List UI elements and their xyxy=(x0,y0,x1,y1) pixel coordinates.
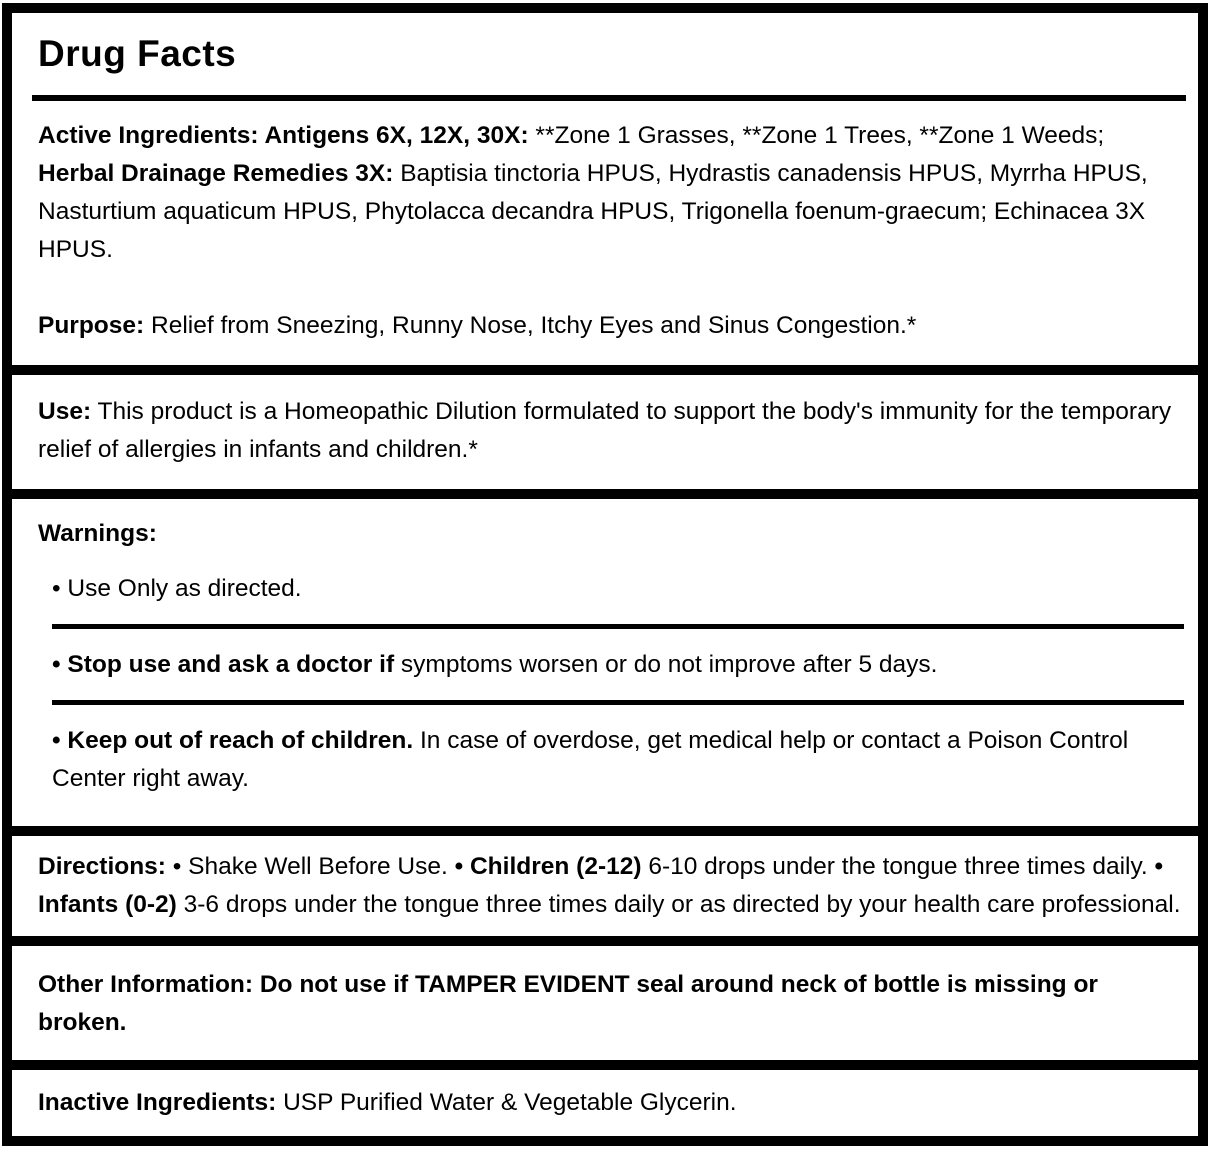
directions-children-label: • Children (2-12) xyxy=(454,853,642,880)
directions-label: Directions: xyxy=(38,853,166,880)
drug-facts-panel xyxy=(2,3,1208,1146)
title-divider xyxy=(32,95,1186,101)
directions-infants-label: • Infants (0-2) xyxy=(38,853,1164,918)
section-inactive-ingredients xyxy=(2,1060,1208,1146)
warning-use-only-text: • Use Only as directed. xyxy=(52,575,302,602)
other-information-text: Other Information: Do not use if TAMPER EVIDENT seal around neck of bottle is missing or broken. xyxy=(38,971,1098,1036)
directions-infants-text: 3-6 drops under the tongue three times daily or as directed by your health care professional. xyxy=(176,891,1181,918)
section-warnings xyxy=(2,489,1208,836)
purpose-text: Relief from Sneezing, Runny Nose, Itchy Eyes and Sinus Congestion.* xyxy=(144,312,917,339)
section-use xyxy=(2,365,1208,499)
other-information-paragraph xyxy=(30,966,1188,1042)
warnings-divider xyxy=(52,700,1184,705)
use-text: This product is a Homeopathic Dilution formulated to support the body's immunity for the temporary relief of allergies in infants and children.* xyxy=(38,398,1172,463)
page-title: Drug Facts xyxy=(38,33,237,74)
warning-keep-out-label: • Keep out of reach of children. xyxy=(52,727,414,754)
herbal-remedies-list: Baptisia tinctoria HPUS, Hydrastis canadensis HPUS, Myrrha HPUS, Nasturtium aquaticum HPUS, Phytolacca decandra HPUS, Trigonella foenum-graecum; Echinacea 3X HPUS. xyxy=(38,160,1148,263)
warning-stop-use-label: • Stop use and ask a doctor if xyxy=(52,651,395,678)
inactive-ingredients-label: Inactive Ingredients: xyxy=(38,1089,277,1116)
section-other-information xyxy=(2,936,1208,1070)
purpose-paragraph xyxy=(30,307,1188,345)
warning-keep-out-text: In case of overdose, get medical help or contact a Poison Control Center right away. xyxy=(52,727,1129,792)
purpose-label: Purpose: xyxy=(38,312,145,339)
directions-children-text: 6-10 drops under the tongue three times daily. xyxy=(641,853,1155,880)
active-ingredients-antigens: **Zone 1 Grasses, **Zone 1 Trees, **Zone 1 Weeds; xyxy=(528,122,1105,149)
inactive-ingredients-text: USP Purified Water & Vegetable Glycerin. xyxy=(276,1089,737,1116)
section-header xyxy=(2,3,1208,375)
warning-item-stop-use xyxy=(44,646,1188,684)
use-label: Use: xyxy=(38,398,92,425)
section-directions xyxy=(2,826,1208,946)
warning-stop-use-text: symptoms worsen or do not improve after 5 days. xyxy=(394,651,938,678)
active-ingredients-label: Active Ingredients: Antigens 6X, 12X, 30X: xyxy=(38,122,529,149)
warning-item-use-only xyxy=(44,570,1188,608)
active-ingredients-paragraph xyxy=(30,117,1188,269)
warnings-divider xyxy=(52,624,1184,629)
use-paragraph xyxy=(30,393,1188,469)
warning-item-keep-out xyxy=(44,722,1188,798)
herbal-remedies-label: Herbal Drainage Remedies 3X: xyxy=(38,160,394,187)
warnings-heading xyxy=(30,515,1188,553)
directions-paragraph xyxy=(30,848,1188,924)
inactive-ingredients-paragraph xyxy=(30,1084,1188,1122)
warnings-heading-label: Warnings: xyxy=(38,520,157,547)
directions-shake-text: • Shake Well Before Use. xyxy=(165,853,455,880)
